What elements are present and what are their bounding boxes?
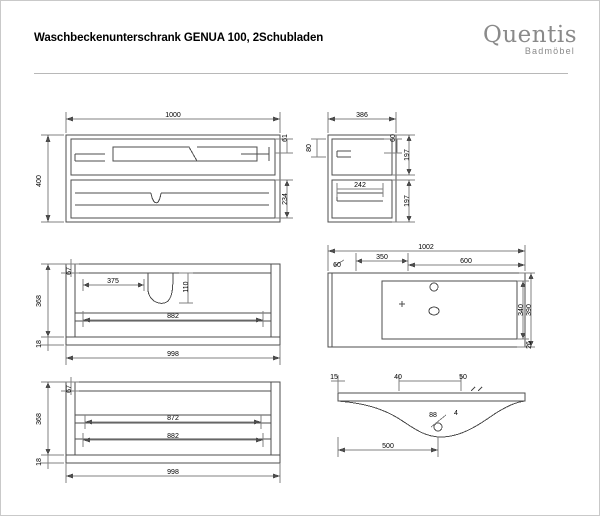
dim-v3-d3: 375 [107,278,119,285]
drawing-svg [1,75,600,516]
header-divider [34,73,568,74]
dim-v5-height: 368 [36,413,43,425]
dim-v5-d4: 882 [167,433,179,440]
dim-v2-d3: 197 [404,149,411,161]
dim-v3-d2: 18 [36,340,43,348]
dim-v5-d2: 18 [36,458,43,466]
logo-wordmark: Quentis [483,22,577,48]
dim-v3-d4: 110 [183,281,190,293]
dim-v3-height: 368 [36,295,43,307]
dim-v4-d5: 340 [518,304,525,316]
view-basin-section [331,375,525,457]
dim-v2-d1: 60 [390,134,397,142]
dim-v6-d2: 40 [394,374,402,381]
dim-v1-d2: 234 [282,193,289,205]
dim-v2-d4: 242 [354,182,366,189]
view-drawer-upper [41,259,280,365]
dim-v1-height: 400 [36,175,43,187]
dim-v6-d6: 500 [382,443,394,450]
dim-v5-d1: 67 [66,385,73,393]
dim-v4-d4: 390 [526,304,533,316]
dim-v2-d5: 197 [404,195,411,207]
dim-v5-width: 998 [167,469,179,476]
dim-v4-width: 1002 [418,244,434,251]
technical-drawing-canvas [1,75,600,516]
dim-v4-d1: 350 [376,254,388,261]
dim-v6-d1: 15 [330,374,338,381]
dim-v6-d5: 4 [454,410,458,417]
dim-v4-d6: 26 [526,341,533,349]
view-top-basin [328,245,535,347]
dim-v1-d1: 61 [282,134,289,142]
dim-v2-width: 386 [356,112,368,119]
logo-tagline: Badmöbel [524,46,575,56]
view-front-cabinet [41,112,293,222]
dim-v6-d3: 50 [459,374,467,381]
brand-logo [483,23,577,56]
dim-v3-d5: 882 [167,313,179,320]
dim-v5-d3: 872 [167,415,179,422]
dim-v4-d2: 600 [460,258,472,265]
dim-v4-d3: 60 [333,262,341,269]
dim-v3-d1: 67 [66,267,73,275]
page-title: Waschbeckenunterschrank GENUA 100, 2Schubladen [34,32,324,44]
dim-v1-width: 1000 [165,112,181,119]
dim-v6-d4: 88 [429,412,437,419]
page-header [1,1,600,75]
view-side-cabinet [311,112,415,222]
dim-v2-d2: 80 [306,144,313,152]
dim-v3-width: 998 [167,351,179,358]
view-drawer-lower [41,377,280,483]
